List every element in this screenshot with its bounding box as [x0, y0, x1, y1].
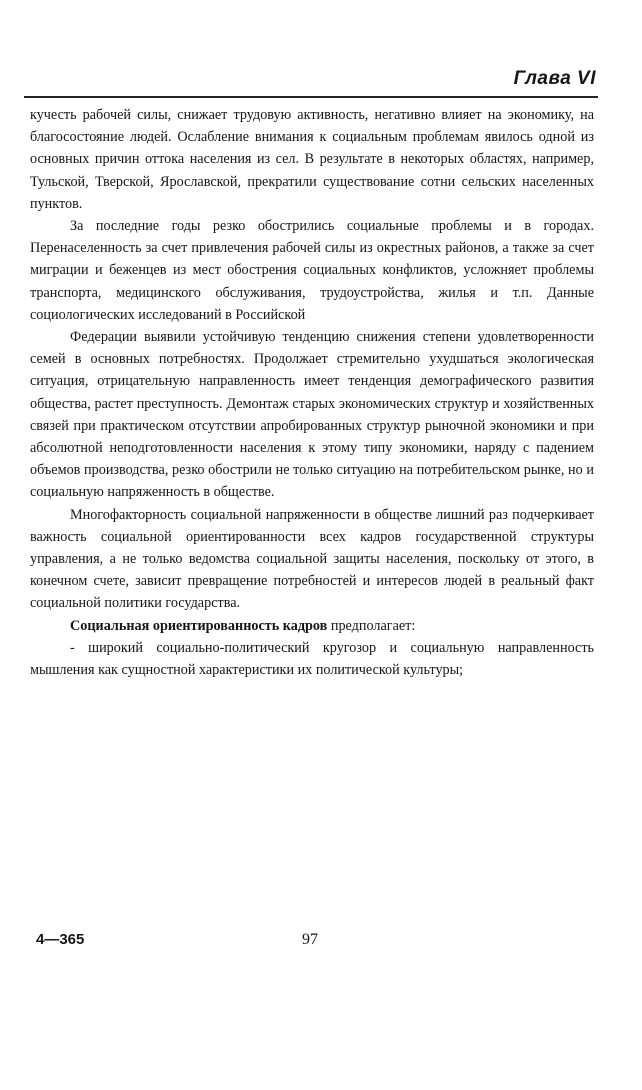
lead-rest-text: предполагает: [327, 617, 416, 634]
lead-bold-text: Социальная ориентированность кадров [70, 617, 328, 634]
header-rule [24, 96, 598, 98]
body-text [30, 104, 594, 681]
chapter-heading: Глава VI [513, 68, 596, 89]
paragraph-1: кучесть рабочей силы, снижает трудовую активность, негативно влияет на экономику, на благосостояние людей. Ослабление внимания к социальным проблемам явилось одной из основных причин оттока населения из сел. В результате в некоторых областях, например, Тульской, Тверской, Ярославской, прекратили существование сотни сельских населенных пунктов. [30, 107, 594, 212]
paragraph-4: Многофакторность социальной напряженности в обществе лишний раз подчеркивает важность социальной ориентированности всех кадров государственной структуры управления, а не только ведомства социальной защиты населения, поскольку от этого, в конечном счете, зависит превращение потребностей и интересов людей в реальный факт социальной политики государства. [30, 506, 594, 612]
printer-signature: 4—365 [36, 931, 85, 948]
paragraph-2: За последние годы резко обострились социальные проблемы и в городах. Перенаселенность за счет привлечения рабочей силы из окрестных районов, а также за счет миграции и беженцев из мест обострения социальных конфликтов, усложняет проблемы транспорта, медицинского обслуживания, трудоустройства, жилья и т.п. Данные социологических исследований в Российской [30, 218, 594, 323]
paragraph-3: Федерации выявили устойчивую тенденцию снижения степени удовлетворенности семей в основных потребностях. Продолжает стремительно ухудшаться экологическая ситуация, отрицательную направленность имеет тенденция демографического развития общества, растет преступность. Демонтаж старых экономических структур и хозяйственных связей при практическом отсутствии апробированных структур рыночной экономики и при абсолютной неподготовленности населения к этому типу экономики, наряду с падением объемов производства, резко обострили не только ситуацию на потребительском рынке, но и социальную напряженность в обществе. [30, 329, 594, 501]
list-item: - широкий социально-политический кругозор и социальную направленность мышления как сущностной характеристики их политической культуры; [30, 639, 594, 679]
lead-paragraph [30, 615, 594, 637]
page-number: 97 [302, 931, 318, 948]
